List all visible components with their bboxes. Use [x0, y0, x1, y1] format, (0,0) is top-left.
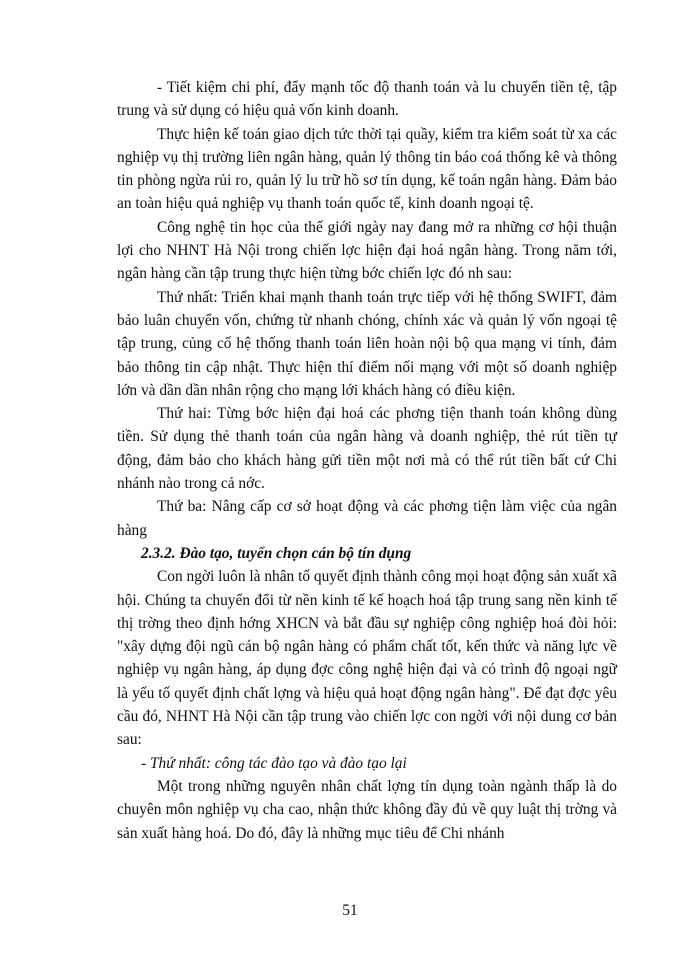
paragraph-human-factor: Con ngời luôn là nhân tố quyết định thành công mọi hoạt động sản xuất xã hội. Chúng ta chuyển đổi từ nền kinh tế kế hoạch hoá tập trung sang nền kinh tế thị trờng theo định hớng XHCN và bắt đầu sự nghiệp công nghiệp hoá đòi hỏi: "xây dựng đội ngũ cán bộ ngân hàng có phẩm chất tốt, kến thức và năng lực về nghiệp vụ ngân hàng, áp dụng đợc công nghệ hiện đại và có trình độ ngoại ngữ là yếu tố quyết định chất lợng và hiệu quả hoạt động ngân hàng". Để đạt đợc yêu cầu đó, NHNT Hà Nội cần tập trung vào chiến lợc con ngời với nội dung cơ bản sau:	[117, 568, 617, 749]
paragraph-realtime-accounting: Thực hiện kế toán giao dịch tức thời tại quầy, kiểm tra kiểm soát từ xa các nghiệp vụ thị trường liên ngân hàng, quản lý thông tin báo coá thống kê và thông tin phòng ngừa rủi ro, quản lý lu trữ hồ sơ tín dụng, kế toán ngân hàng. Đảm bảo an toàn hiệu quả nghiệp vụ thanh toán quốc tế, kinh doanh ngoại tệ.	[117, 125, 617, 213]
subheading-training: - Thứ nhất: công tác đào tạo và đào tạo lại	[141, 754, 407, 772]
section-heading: 2.3.2. Đào tạo, tuyển chọn cán bộ tín dụng	[141, 544, 412, 562]
paragraph-first-swift: Thứ nhất: Triển khai mạnh thanh toán trực tiếp với hệ thống SWIFT, đảm bảo luân chuyển vốn, chứng từ nhanh chóng, chính xác và quản lý vốn ngoại tệ tập trung, củng cố hệ thống thanh toán liên hoàn nội bộ qua mạng vi tính, đảm bảo thông tin cập nhật. Thực hiện thí điểm nối mạng với một số doanh nghiệp lớn và dần dần nhân rộng cho mạng lới khách hàng có điều kiện.	[117, 288, 617, 399]
paragraph-third-facilities: Thứ ba: Nâng cấp cơ sở hoạt động và các phơng tiện làm việc của ngân hàng	[117, 498, 617, 539]
page-number: 51	[342, 902, 358, 919]
page-body	[117, 76, 617, 845]
paragraph-credit-quality: Một trong những nguyên nhân chất lợng tín dụng toàn ngành thấp là do chuyên môn nghiệp vụ cha cao, nhận thức không đầy đủ về quy luật thị trờng và sản xuất hàng hoá. Do đó, đây là những mục tiêu để Chi nhánh	[117, 777, 617, 842]
paragraph-it-strategy: Công nghệ tin học của thế giới ngày nay đang mở ra những cơ hội thuận lợi cho NHNT Hà Nội trong chiến lợc hiện đại hoá ngân hàng. Trong năm tới, ngân hàng cần tập trung thực hiện từng bớc chiến lợc đó nh sau:	[117, 218, 617, 283]
paragraph-cost-saving: - Tiết kiệm chi phí, đẩy mạnh tốc độ thanh toán và lu chuyển tiền tệ, tập trung và sử dụng có hiệu quả vốn kinh doanh.	[117, 79, 617, 120]
paragraph-second-cashless: Thứ hai: Từng bớc hiện đại hoá các phơng tiện thanh toán không dùng tiền. Sử dụng thẻ thanh toán của ngân hàng và doanh nghiệp, thẻ rút tiền tự động, đảm bảo cho khách hàng gửi tiền một nơi mà có thể rút tiền bất cứ Chi nhánh nào trong cả nớc.	[117, 405, 617, 493]
